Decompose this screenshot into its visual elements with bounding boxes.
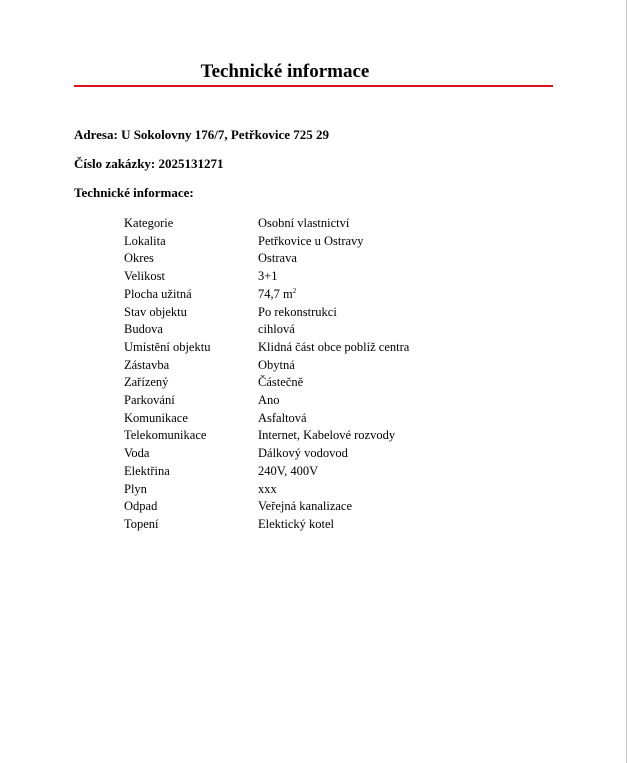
spec-value: Petřkovice u Ostravy	[258, 233, 364, 248]
spec-label: Lokalita	[124, 233, 166, 248]
spec-value: Obytná	[258, 357, 295, 372]
spec-row	[124, 357, 409, 375]
spec-value: cihlová	[258, 322, 295, 337]
spec-row	[124, 233, 409, 251]
spec-value: Dálkový vodovod	[258, 446, 348, 461]
order-number-value: 2025131271	[158, 156, 224, 171]
spec-value: Po rekonstrukci	[258, 304, 337, 319]
spec-label: Topení	[124, 516, 159, 531]
spec-row	[124, 321, 409, 339]
spec-label: Umístění objektu	[124, 339, 211, 354]
spec-label: Budova	[124, 322, 163, 337]
spec-label: Stav objektu	[124, 304, 187, 319]
spec-label: Zařízený	[124, 375, 169, 390]
spec-row	[124, 304, 409, 322]
page-title: Technické informace	[200, 61, 370, 82]
spec-value: Osobní vlastnictví	[258, 216, 350, 230]
spec-value-text: 74,7 m	[258, 286, 293, 301]
spec-row	[124, 215, 409, 233]
spec-value: Částečně	[258, 375, 304, 390]
spec-row	[124, 286, 409, 304]
order-number-line	[74, 156, 224, 172]
order-number-label: Číslo zakázky:	[74, 156, 156, 171]
spec-row	[124, 268, 409, 286]
spec-row	[124, 516, 409, 534]
spec-label: Voda	[124, 446, 150, 461]
spec-label: Telekomunikace	[124, 428, 207, 443]
spec-row	[124, 392, 409, 410]
spec-row	[124, 463, 409, 481]
spec-label: Okres	[124, 251, 154, 266]
technical-info-heading: Technické informace:	[74, 185, 194, 200]
spec-row	[124, 339, 409, 357]
spec-row	[124, 481, 409, 499]
spec-value: 3+1	[258, 269, 278, 284]
spec-row	[124, 374, 409, 392]
spec-value: Veřejná kanalizace	[258, 499, 353, 514]
spec-value: xxx	[258, 481, 277, 496]
spec-value: Internet, Kabelové rozvody	[258, 428, 396, 443]
spec-label: Plocha užitná	[124, 286, 192, 301]
spec-label: Zástavba	[124, 357, 170, 372]
spec-label: Kategorie	[124, 216, 174, 230]
spec-label: Odpad	[124, 499, 158, 514]
address-label: Adresa:	[74, 127, 118, 142]
spec-label: Velikost	[124, 269, 165, 284]
spec-row	[124, 445, 409, 463]
title-underline	[74, 85, 553, 87]
spec-value: Ostrava	[258, 251, 297, 266]
spec-label: Parkování	[124, 393, 175, 408]
spec-row	[124, 427, 409, 445]
spec-value: Elektický kotel	[258, 516, 335, 531]
spec-row	[124, 250, 409, 268]
spec-value	[258, 286, 296, 304]
spec-value: 240V, 400V	[258, 463, 319, 478]
spec-value: Asfaltová	[258, 410, 307, 425]
spec-label: Plyn	[124, 481, 147, 496]
spec-row	[124, 498, 409, 516]
spec-label: Komunikace	[124, 410, 188, 425]
spec-value: Klidná část obce poblíž centra	[258, 339, 410, 354]
spec-row	[124, 410, 409, 428]
spec-label: Elektřina	[124, 463, 170, 478]
superscript-exponent: 2	[292, 286, 297, 295]
technical-specs-table	[124, 215, 409, 534]
spec-value: Ano	[258, 393, 280, 408]
address-value: U Sokolovny 176/7, Petřkovice 725 29	[121, 127, 330, 142]
address-line	[74, 127, 329, 143]
